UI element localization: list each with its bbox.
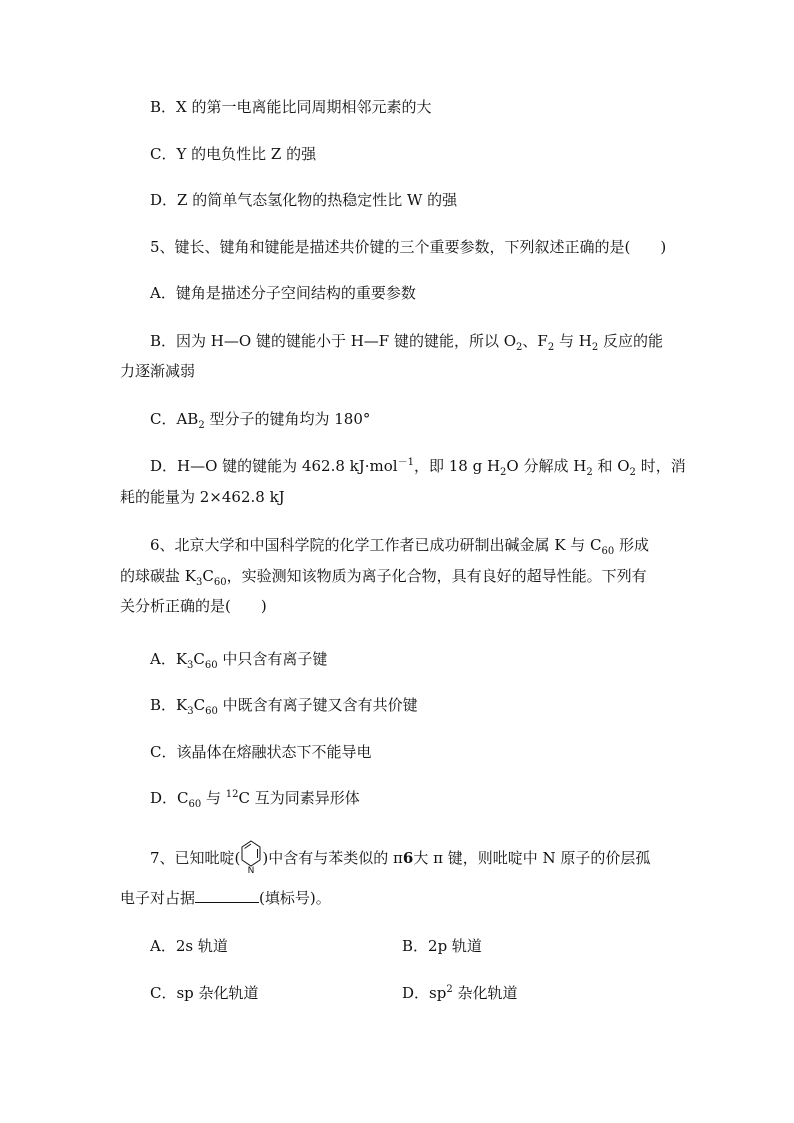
q6-stem-line2-text-3: ，实验测知该物质为离子化合物，具有良好的超导性能。下列有 <box>226 567 647 585</box>
q6-option-b-text-1: B．K <box>150 696 188 714</box>
subscript: 2 <box>500 467 507 478</box>
q7-stem-text-3: 大 π 键，则吡啶中 N 原子的价层孤 <box>413 849 651 867</box>
q5-option-b-text-2: 、F <box>522 332 548 350</box>
q5-option-b-text-3: 与 H <box>554 332 592 350</box>
q5-option-d-text-2: ，即 18 g H <box>413 457 501 475</box>
subscript: 3 <box>187 706 194 717</box>
subscript: 3 <box>187 660 194 671</box>
q5-option-c-text-1: C．AB <box>150 410 199 428</box>
subscript: 2 <box>629 467 636 478</box>
q4-option-c: C．Y 的电负性比 Z 的强 <box>150 145 317 163</box>
q5-option-b-text-1: B．因为 H—O 键的键能小于 H—F 键的键能，所以 O <box>150 332 517 350</box>
q6-option-a-text-1: A．K <box>150 650 188 668</box>
superscript: 12 <box>225 789 239 800</box>
q4-option-b: B．X 的第一电离能比同周期相邻元素的大 <box>150 98 432 116</box>
subscript: 60 <box>204 660 218 671</box>
q5-option-d-text-3: O 分解成 H <box>506 457 587 475</box>
answer-blank[interactable] <box>195 888 259 903</box>
q5-option-d-text-4: 和 O <box>592 457 630 475</box>
subscript: 60 <box>213 577 227 588</box>
q5-option-b <box>150 330 663 352</box>
q5-option-b-line2: 力逐渐减弱 <box>120 362 196 380</box>
q5-option-d-line2: 耗的能量为 2×462.8 kJ <box>120 488 285 506</box>
q6-option-b-text-3: 中既含有离子键又含有共价键 <box>217 696 418 714</box>
q6-stem-line1 <box>150 534 649 556</box>
q5-option-c <box>150 408 370 430</box>
q7-stem-line2 <box>120 887 331 909</box>
q7-option-c: C．sp 杂化轨道 <box>150 984 259 1002</box>
q7-option-b: B．2p 轨道 <box>402 937 482 955</box>
q7-option-d-text-1: D．sp <box>402 984 447 1002</box>
q7-stem-bold-6: 6 <box>402 849 414 867</box>
q5-option-c-text-2: 型分子的键角均为 180° <box>204 410 371 428</box>
q7-stem-text-1: 7、已知吡啶( <box>150 849 241 867</box>
subscript: 2 <box>516 342 523 353</box>
q5-option-a: A．键角是描述分子空间结构的重要参数 <box>150 284 416 302</box>
q6-stem-line2-text-1: 的球碳盐 K <box>120 567 196 585</box>
q6-stem-line2 <box>120 565 647 587</box>
q6-option-d-text-1: D．C <box>150 789 189 807</box>
q7-stem-line2-text-2: (填标号)。 <box>259 889 331 907</box>
q7-stem-line2-text-1: 电子对占据 <box>120 889 196 907</box>
q4-option-d: D．Z 的简单气态氢化物的热稳定性比 W 的强 <box>150 191 458 209</box>
q6-stem-text-1: 6、北京大学和中国科学院的化学工作者已成功研制出碱金属 K 与 C <box>150 536 602 554</box>
pyridine-nitrogen-label: N <box>248 866 255 876</box>
subscript: 60 <box>205 706 218 717</box>
subscript: 60 <box>188 799 202 810</box>
q6-option-c: C．该晶体在熔融状态下不能导电 <box>150 743 372 761</box>
subscript: 2 <box>547 342 555 353</box>
pyridine-ring-drawing <box>240 838 262 876</box>
q7-stem-line1 <box>150 840 650 878</box>
subscript: 2 <box>198 420 205 431</box>
q7-stem-text-2: )中含有与苯类似的 π <box>262 849 403 867</box>
q5-option-b-text-4: 反应的能 <box>598 332 663 350</box>
q6-option-d <box>150 787 360 809</box>
q6-option-b-text-2: C <box>193 696 206 714</box>
subscript: 60 <box>601 546 615 557</box>
pyridine-structure-icon <box>240 838 262 876</box>
superscript: 2 <box>446 984 453 995</box>
subscript: 2 <box>591 342 599 353</box>
q5-option-d-text-1: D．H—O 键的键能为 462.8 kJ·mol <box>150 457 398 475</box>
q7-option-d-text-2: 杂化轨道 <box>452 984 518 1002</box>
q6-option-d-text-2: 与 <box>201 789 226 807</box>
q5-stem: 5、键长、键角和键能是描述共价键的三个重要参数，下列叙述正确的是( ) <box>150 238 667 256</box>
q6-option-a-text-3: 中只含有离子键 <box>217 650 328 668</box>
q7-option-d <box>402 982 517 1004</box>
q6-stem-line2-text-2: C <box>202 567 214 585</box>
q6-option-a <box>150 648 327 670</box>
q6-option-b <box>150 694 418 716</box>
subscript: 2 <box>586 467 593 478</box>
q6-option-a-text-2: C <box>193 650 205 668</box>
q6-stem-line3: 关分析正确的是( ) <box>120 597 267 615</box>
q5-option-d <box>150 455 686 477</box>
superscript: －1 <box>397 457 414 468</box>
q6-option-d-text-3: C 互为同素异形体 <box>238 789 360 807</box>
q7-option-a: A．2s 轨道 <box>150 937 228 955</box>
q5-option-d-text-5: 时，消 <box>635 457 686 475</box>
subscript: 3 <box>195 577 203 588</box>
q6-stem-text-2: 形成 <box>614 536 650 554</box>
